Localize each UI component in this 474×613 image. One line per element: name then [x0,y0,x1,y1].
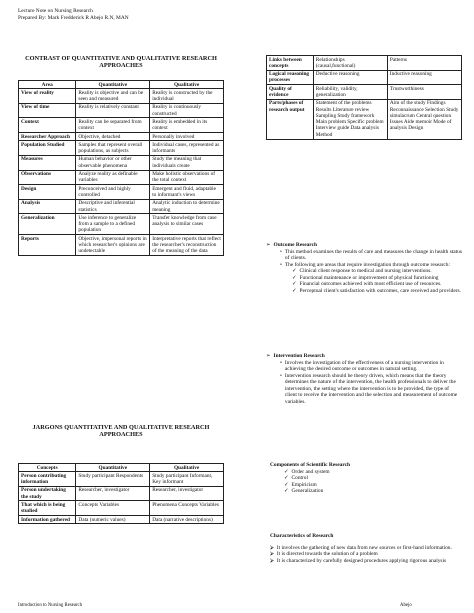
outcome-check-item [266,288,462,295]
contrast-title: CONTRAST OF QUANTITATIVE AND QUALITATIVE RESEARCH APPROACHES [25,55,217,70]
bullet-icon: • [280,372,282,379]
table-row [267,85,462,100]
jargons-header-quantitative: Quantitative [76,464,150,472]
table-cell: Use inference to generalize from a sample to a defined population [76,214,150,235]
row-label-cell: Population Studied [19,141,76,156]
footer-author: Abejo [400,603,412,608]
components-item-text: Generalization [291,488,324,494]
jargons-header-concepts: Concepts [19,464,76,472]
table-row [19,235,224,256]
table-cell: Data (narrative descriptions) [150,516,224,524]
table-row [19,516,224,524]
checkmark-icon: ✓ [292,281,297,287]
row-label-cell: Observations [19,170,76,185]
intervention-section [266,353,462,405]
table-row [19,141,224,156]
table-cell: Analytic induction to determine meaning [150,199,224,214]
characteristics-heading: Characteristics of Research [270,533,334,539]
table-cell: Concepts Variables [76,501,150,516]
checkmark-icon: ✓ [292,287,297,294]
outcome-check-text: Functional maintenance or improvement of physical functioning [299,274,439,281]
row-label-cell: Context [19,118,76,133]
table-row [19,118,224,133]
table-cell: Patterns [387,56,461,71]
table-cell: Objective, detached [76,133,150,141]
table-row [267,70,462,85]
row-label-cell: Logical reasoning processes [267,70,314,85]
contrast-header-area: Area [19,81,76,89]
table-cell: Study participant Respondents [76,472,150,487]
table-cell: Transfer knowledge from case analysis to similar cases [150,214,224,235]
checkmark-icon: ✓ [292,268,297,274]
arrow-right-bullet-icon: ⮚ [270,544,274,551]
outcome-bullet [266,249,462,262]
intervention-heading: Intervention Research [273,353,325,359]
outcome-section [266,242,462,294]
table-cell: Descriptive and inferential statistics [76,199,150,214]
contrast-header-quantitative: Quantitative [76,81,150,89]
table-cell: Relationships (causal,functional) [313,56,387,71]
outcome-check-text: Perceptual client's satisfaction with outcomes, care received and providers. [299,287,461,294]
outcome-check-text: Financial outcomes achieved with most efficient use of resources. [299,281,442,287]
table-cell: Reality is objective and can be seen and measured [76,89,150,104]
table-cell: Reality can be separated from context [76,118,150,133]
intervention-bullet [266,373,462,406]
row-label-cell: Links between concepts [267,56,314,71]
row-label-cell: Generalization [19,214,76,235]
table-cell: Researcher, investigator [150,486,224,501]
characteristics-item-text: It involves the gathering of new data from new sources or first-hand information. [276,544,452,551]
row-label-cell: Design [19,185,76,200]
bullet-icon: • [280,248,282,255]
arrow-bullet-icon: ➢ [266,353,271,359]
header-line-course: Lecture Note on Nursing Research [18,8,93,14]
characteristics-item-text: It is directed towards the solution of a problem [276,551,378,557]
row-label-cell: Person contributing information [19,472,76,487]
table-cell: Objective, impersonal reports in which researcher's opinions are undetectable [76,235,150,256]
table-cell: Inductive reasoning [387,70,461,85]
table-cell: Preconceived and highly controlled [76,185,150,200]
arrow-right-bullet-icon: ⮚ [270,557,274,564]
checkmark-icon: ✓ [284,488,289,494]
components-item-text: Empiricism [291,481,317,488]
intervention-bullet-text: Intervention research should be theory driven, which means that the theory determines the nature of the intervention, the health professionals to deliver the intervention, the setting where the intervention is to be provided, the type of client to receive the intervention and the selection and measurement of outcome variables. [284,372,458,405]
row-label-cell: That which is being studied [19,501,76,516]
table-cell: Researcher, investigator [76,486,150,501]
table-cell: Data (numeric values) [76,516,150,524]
table-row [19,170,224,185]
row-label-cell: Measures [19,155,76,170]
components-heading: Components of Scientific Research [270,462,351,468]
footer-course: Introduction to Nursing Research [18,603,83,608]
table-cell: Emergent and fluid, adaptable to informant's views [150,185,224,200]
jargons-header-qualitative: Qualitative [150,464,224,472]
characteristics-item [270,558,462,565]
table-cell: Aim of the study Findings Reconnaissance Selection Study simulacrum Central question Issues Aide memoir Mode of analysis Design [387,99,461,139]
jargons-title: JARGONS QUANTITATIVE AND QUALITATIVE RESEARCH APPROACHES [32,424,210,439]
table-row [19,103,224,118]
page-header [18,8,129,22]
table-cell: Trustworthiness [387,85,461,100]
table-cell: Reliability, validity, generalization [313,85,387,100]
row-label-cell: Researcher Approach [19,133,76,141]
checkmark-icon: ✓ [284,481,289,488]
row-label-cell: Quality of evidence [267,85,314,100]
characteristics-item-text: It is characterized by carefully designed procedures applying rigorous analysis [276,557,447,564]
outcome-bullet-text: The following are areas that require investigation through outcome research: [284,261,450,268]
characteristics-section [270,533,462,564]
outcome-heading: Outcome Research [273,242,317,248]
table-cell: Human behavior or other observable phenomena [76,155,150,170]
table-cell: Study participant Informant, Key informant [150,472,224,487]
table-row [267,99,462,139]
row-label-cell: View of time [19,103,76,118]
table-cell: Interpretative reports that reflect the researcher's reconstruction of the meaning of the data [150,235,224,256]
table-row [19,89,224,104]
table-cell: Reality is embedded in its context [150,118,224,133]
components-item [270,488,462,495]
table-row [19,501,224,516]
table-row [19,486,224,501]
row-label-cell: Analysis [19,199,76,214]
table-cell: Statement of the problems Results Literature review Sampling Study framework Main problem Specific problem Interview guide Data analysis Method [313,99,387,139]
intervention-bullet-text: Involves the investigation of the effectiveness of a nursing intervention in achieving the desired outcome or outcomes in natural setting. [284,359,444,372]
table-row [19,185,224,200]
research-elements-table [266,55,462,140]
table-cell: Individual cases, represented as informants [150,141,224,156]
table-row [19,199,224,214]
table-cell: Deductive reasoning [313,70,387,85]
row-label-cell: Information gathered [19,516,76,524]
table-row [267,56,462,71]
contrast-header-qualitative: Qualitative [150,81,224,89]
arrow-right-bullet-icon: ⮚ [270,551,274,557]
row-label-cell: Person undertaking the study [19,486,76,501]
arrow-bullet-icon: ➢ [266,242,271,248]
bullet-icon: • [280,359,282,366]
row-label-cell: Parts/phases of research output [267,99,314,139]
header-line-author: Prepared By: Mark Fredderick R Abejo R.N, MAN [18,15,129,21]
checkmark-icon: ✓ [284,475,289,481]
row-label-cell: View of reality [19,89,76,104]
outcome-check-text: Clinical client response to medical and nursing interventions. [299,268,432,274]
table-cell: Reality is continuously constructed [150,103,224,118]
table-row [19,155,224,170]
contrast-table [18,80,224,256]
checkmark-icon: ✓ [284,468,289,475]
intervention-bullet [266,360,462,373]
table-cell: Reality is relatively constant [76,103,150,118]
table-row [19,214,224,235]
table-cell: Personally involved [150,133,224,141]
table-cell: Study the meaning that individuals create [150,155,224,170]
components-item-text: Control [291,475,309,481]
table-cell: Phenomena Concepts Variables [150,501,224,516]
table-cell: Reality is constructed by the individual [150,89,224,104]
bullet-icon: • [280,261,282,268]
components-item-text: Order and system [291,468,330,475]
components-section [270,462,462,495]
table-cell: Analyze reality as definable variables [76,170,150,185]
table-row [19,133,224,141]
table-row [19,472,224,487]
outcome-bullet-text: This method examines the results of care and measures the change in health status of clients. [284,248,462,261]
table-cell: Make holistic observations of the total context [150,170,224,185]
table-cell: Samples that represent overall populations, as subjects [76,141,150,156]
jargons-table [18,463,224,524]
checkmark-icon: ✓ [292,274,297,281]
row-label-cell: Reports [19,235,76,256]
